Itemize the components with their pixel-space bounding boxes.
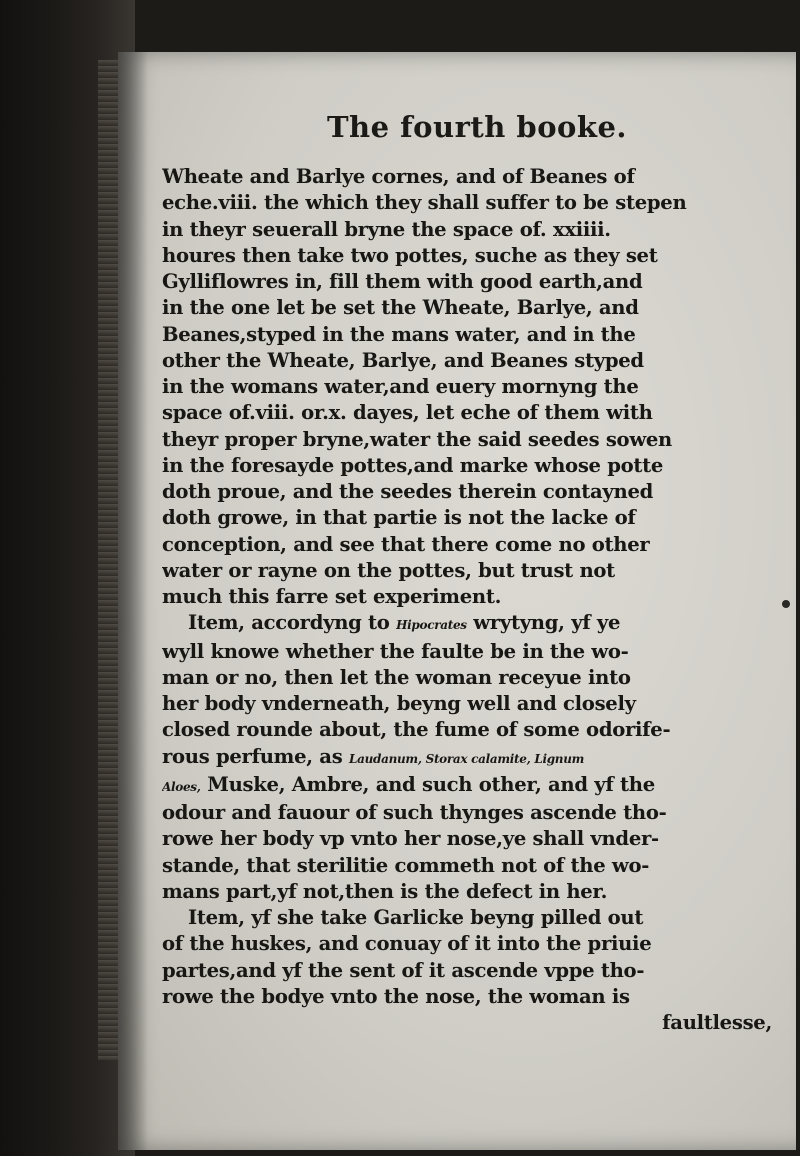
text-line: closed rounde about, the fume of some odorife- xyxy=(162,718,671,742)
text-line: mans part,yf not,then is the defect in her. xyxy=(162,879,608,903)
text-line: man or no, then let the woman receyue into xyxy=(162,665,631,689)
text-line: doth growe, in that partie is not the lacke of xyxy=(162,506,636,530)
text-line: partes,and yf the sent of it ascende vppe tho- xyxy=(162,958,645,982)
catchword: faultlesse, xyxy=(662,1011,772,1034)
running-head: The fourth booke. xyxy=(326,110,628,144)
text-line: in theyr seuerall bryne the space of. xxiiii. xyxy=(162,217,611,241)
text-run: Item, accordyng to xyxy=(188,611,390,635)
text-line: her body vnderneath, beyng well and closely xyxy=(162,692,636,715)
text-line: stande, that sterilitie commeth not of the wo- xyxy=(162,853,650,877)
text-line: water or rayne on the pottes, but trust not xyxy=(162,558,615,582)
text-line: conception, and see that there come no other xyxy=(162,532,650,556)
text-line: Beanes,styped in the mans water, and in the xyxy=(162,322,636,346)
text-line: rowe her body vp vnto her nose,ye shall vnder- xyxy=(162,827,659,851)
book-binding-edge xyxy=(0,0,135,1156)
text-line: in the womans water,and euery mornyng the xyxy=(162,375,639,398)
text-line-mixed xyxy=(162,772,778,800)
text-line: in the foresayde pottes,and marke whose potte xyxy=(162,453,664,477)
italic-term: Laudanum, Storax calamite, Lignum xyxy=(348,751,585,766)
text-line: odour and fauour of such thynges ascende tho- xyxy=(162,801,667,824)
book-page xyxy=(118,52,796,1150)
text-line: other the Wheate, Barlye, and Beanes styped xyxy=(162,348,644,372)
text-line: in the one let be set the Wheate, Barlye, and xyxy=(162,296,639,320)
text-line: doth proue, and the seedes therein contayned xyxy=(162,480,654,503)
text-line: theyr proper bryne,water the said seedes sowen xyxy=(162,427,672,451)
text-line: rowe the bodye vnto the nose, the woman is xyxy=(162,984,630,1008)
text-line: eche.viii. the which they shall suffer to be stepen xyxy=(162,191,687,215)
paragraph-start xyxy=(162,610,778,638)
text-run: Muske, Ambre, and such other, and yf the xyxy=(207,772,655,796)
ink-speck xyxy=(782,600,790,608)
text-line: wyll knowe whether the faulte be in the wo- xyxy=(162,639,629,663)
text-line: Gylliflowres in, fill them with good earth,and xyxy=(162,270,643,293)
italic-term: Aloes, xyxy=(162,779,201,794)
text-line: Wheate and Barlye cornes, and of Beanes of xyxy=(162,165,635,188)
text-run: wrytyng, yf ye xyxy=(473,611,621,635)
italic-term: Hipocrates xyxy=(396,618,467,633)
paragraph-start: Item, yf she take Garlicke beyng pilled out xyxy=(188,906,644,929)
body-text xyxy=(162,164,778,1036)
text-line: houres then take two pottes, suche as they set xyxy=(162,243,658,267)
text-line: space of.viii. or.x. dayes, let eche of them with xyxy=(162,401,653,425)
text-run: rous perfume, as xyxy=(162,744,343,768)
text-line: of the huskes, and conuay of it into the priuie xyxy=(162,932,652,956)
text-line-mixed xyxy=(162,744,778,772)
text-line: much this farre set experiment. xyxy=(162,585,502,608)
